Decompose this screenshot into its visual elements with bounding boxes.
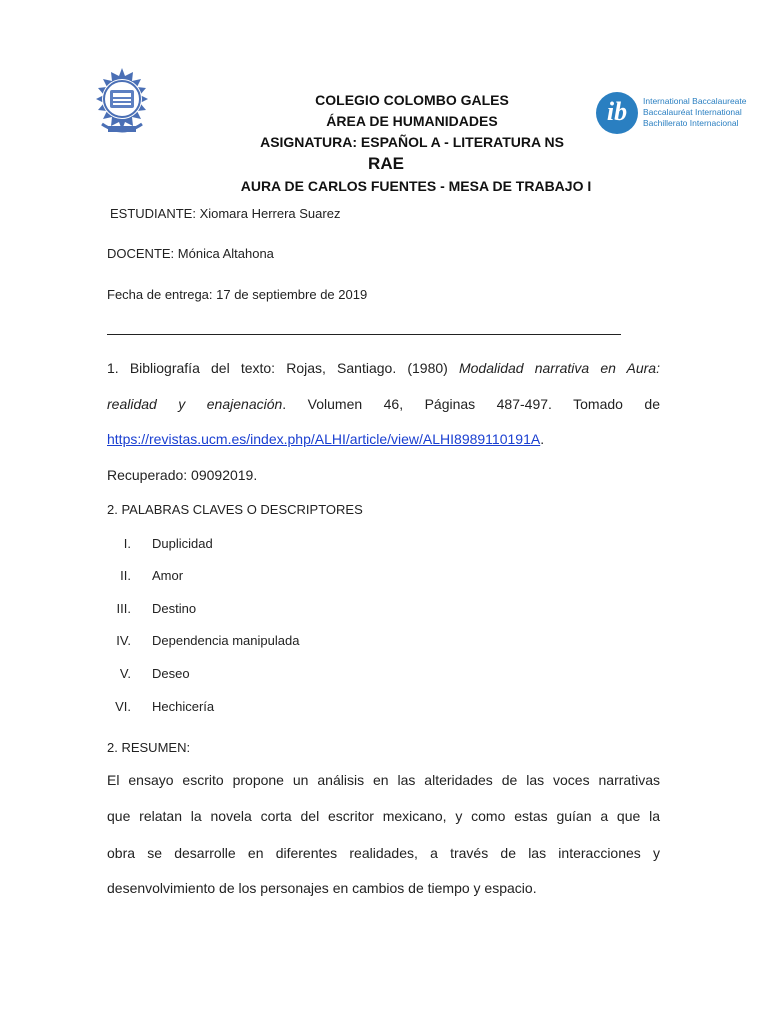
subject-name: ASIGNATURA: ESPAÑOL A - LITERATURA NS — [260, 134, 564, 150]
keyword-item: Deseo — [152, 666, 190, 681]
ib-line-2: Baccalauréat International — [643, 107, 742, 117]
work-title: AURA DE CARLOS FUENTES - MESA DE TRABAJO I — [240, 178, 592, 194]
keyword-number: VI. — [115, 699, 131, 714]
bibliography-line-3: https://revistas.ucm.es/index.php/ALHI/article/view/ALHI8989110191A. — [107, 431, 545, 447]
keywords-heading: 2. PALABRAS CLAVES O DESCRIPTORES — [107, 502, 363, 517]
keyword-item: Duplicidad — [152, 536, 213, 551]
bibliography-line-1: 1. Bibliografía del texto: Rojas, Santiago. (1980) Modalidad narrativa en Aura: — [107, 360, 660, 376]
bibliography-title-part2: realidad y enajenación — [107, 396, 283, 412]
ib-line-3: Bachillerato Internacional — [643, 118, 739, 128]
keyword-number: IV. — [116, 633, 131, 648]
ib-circle-icon: ib — [596, 92, 638, 134]
area-name: ÁREA DE HUMANIDADES — [326, 113, 498, 129]
teacher-name: DOCENTE: Mónica Altahona — [107, 246, 274, 261]
retrieved-date: Recuperado: 09092019. — [107, 467, 258, 483]
ib-logo — [596, 92, 756, 136]
summary-line-2: que relatan la novela corta del escritor mexicano, y como estas guían a que la — [107, 808, 660, 824]
document-type: RAE — [368, 154, 404, 173]
keyword-number: II. — [120, 568, 131, 583]
keyword-number: III. — [116, 601, 131, 616]
keyword-number: V. — [119, 666, 131, 681]
keyword-item: Destino — [152, 601, 197, 616]
student-name: ESTUDIANTE: Xiomara Herrera Suarez — [110, 206, 341, 221]
divider-line — [107, 334, 621, 335]
summary-line-3: obra se desarrolle en diferentes realidades, a través de las interacciones y — [107, 845, 660, 861]
school-name: COLEGIO COLOMBO GALES — [315, 92, 509, 108]
keyword-number: I. — [123, 536, 131, 551]
keyword-item: Hechicería — [152, 699, 215, 714]
bibliography-line-2: realidad y enajenación. Volumen 46, Páginas 487-497. Tomado de — [107, 396, 660, 412]
summary-line-4: desenvolvimiento de los personajes en cambios de tiempo y espacio. — [107, 880, 537, 896]
delivery-date: Fecha de entrega: 17 de septiembre de 2019 — [107, 287, 368, 302]
bibliography-url-link[interactable]: https://revistas.ucm.es/index.php/ALHI/article/view/ALHI8989110191A — [107, 431, 541, 447]
ib-line-1: International Baccalaureate — [643, 96, 747, 106]
summary-line-1: El ensayo escrito propone un análisis en las alteridades de las voces narrativas — [107, 772, 660, 788]
keyword-item: Dependencia manipulada — [152, 633, 300, 648]
bibliography-title-part1: Modalidad narrativa en Aura: — [458, 360, 660, 376]
keyword-item: Amor — [152, 568, 184, 583]
summary-heading: 2. RESUMEN: — [107, 740, 191, 755]
